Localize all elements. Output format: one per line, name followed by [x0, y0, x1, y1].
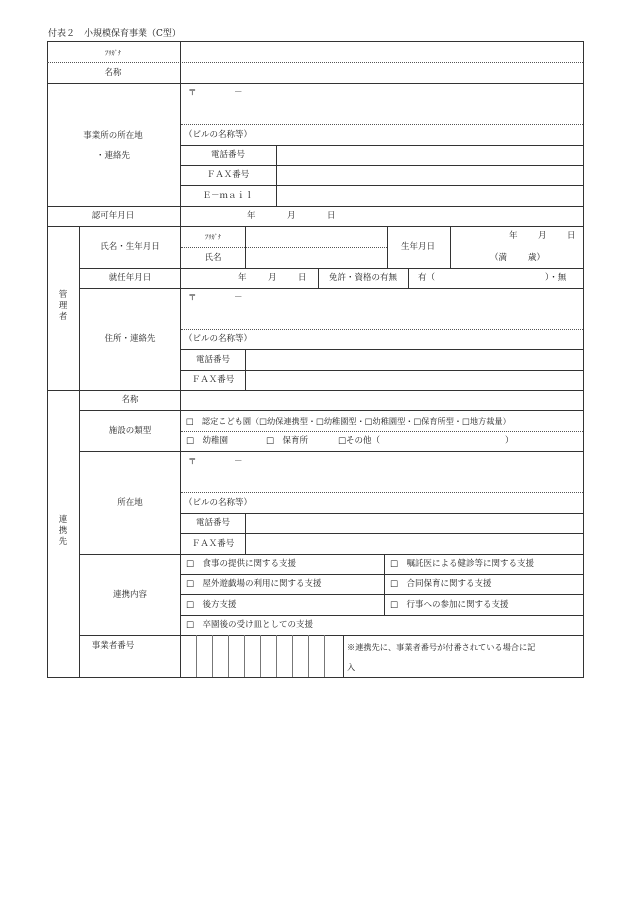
approval-date-label: 認可年月日 — [91, 211, 135, 221]
partner-fax-label: ＦＡＸ番号 — [191, 539, 235, 549]
manager-birth-date-label: 生年月日 — [400, 242, 436, 252]
coop-item[interactable]: □ 屋外遊戯場の利用に関する支援 — [186, 579, 322, 589]
phone-label: 電話番号 — [210, 150, 246, 160]
partner-name-label: 名称 — [121, 395, 139, 405]
office-address-field[interactable] — [181, 84, 583, 124]
coop-item[interactable]: □ 食事の提供に関する支援 — [186, 559, 297, 569]
coop-item[interactable]: □ 嘱託医による健診等に関する支援 — [390, 559, 535, 569]
license-no: ）・無 — [545, 273, 567, 283]
manager-name-field[interactable] — [246, 227, 387, 268]
contact-label: ・連絡先 — [95, 151, 131, 161]
age-close: 歳） — [528, 253, 546, 263]
manager-furigana-label: ﾌﾘｶﾞﾅ — [204, 233, 222, 241]
manager-section-label: 管理者 — [58, 290, 68, 322]
facility-type-kindergarten[interactable]: □ 幼稚園 — [186, 436, 229, 446]
birth-month: 月 — [538, 231, 547, 241]
fax-label: ＦＡＸ番号 — [206, 170, 250, 180]
office-address-label: 事業所の所在地 — [83, 131, 143, 141]
operator-number-note-line1: ※連携先に、事業者番号が付番されている場合に記 — [347, 642, 536, 652]
form-title: 付表２ 小規模保育事業（C型） — [48, 29, 181, 39]
partner-building-label: （ビルの名称等） — [184, 498, 253, 508]
partner-fax-field[interactable] — [246, 534, 583, 554]
partner-section-label: 連携先 — [58, 515, 68, 547]
name-label: 名称 — [104, 68, 122, 78]
operator-number-note-line2: 入 — [347, 662, 356, 672]
approval-month: 月 — [287, 211, 296, 221]
birth-year: 年 — [509, 231, 518, 241]
manager-fax-label: ＦＡＸ番号 — [191, 375, 235, 385]
manager-postal-dash: － — [234, 293, 243, 303]
facility-type-other[interactable]: □その他（ — [338, 436, 381, 446]
manager-phone-label: 電話番号 — [195, 355, 231, 365]
partner-address-field[interactable] — [181, 452, 583, 492]
manager-postal-mark: 〒 — [188, 293, 197, 303]
appointment-year: 年 — [238, 273, 247, 283]
partner-phone-label: 電話番号 — [195, 518, 231, 528]
facility-type-certified[interactable]: □ 認定こども園（□幼保連携型・□幼稚園型・□幼稚園型・□保育所型・□地方裁量） — [186, 416, 511, 426]
appointment-month: 月 — [268, 273, 277, 283]
fax-field[interactable] — [277, 166, 583, 185]
manager-fax-field[interactable] — [246, 371, 583, 390]
facility-type-label: 施設の類型 — [108, 426, 152, 436]
phone-field[interactable] — [277, 146, 583, 165]
partner-location-label: 所在地 — [117, 498, 143, 508]
manager-address-field[interactable] — [181, 289, 583, 329]
facility-type-nursery[interactable]: □ 保育所 — [266, 436, 309, 446]
name-field[interactable] — [181, 42, 583, 83]
partner-phone-field[interactable] — [246, 514, 583, 533]
partner-postal-mark: 〒 — [188, 457, 197, 467]
manager-phone-field[interactable] — [246, 350, 583, 370]
cooperation-label: 連携内容 — [112, 590, 148, 600]
age-open: （満 — [490, 253, 508, 263]
postal-mark: 〒 — [188, 88, 197, 98]
partner-postal-dash: － — [234, 457, 243, 467]
coop-item[interactable]: □ 卒園後の受け皿としての支援 — [186, 620, 314, 630]
email-label: Ｅ－ｍａｉｌ — [202, 191, 254, 201]
manager-name-label: 氏名 — [204, 253, 222, 263]
approval-day: 日 — [327, 211, 336, 221]
approval-year: 年 — [247, 211, 256, 221]
building-label: （ビルの名称等） — [184, 130, 253, 140]
license-yes: 有（ — [418, 273, 436, 283]
facility-type-other-close: ） — [505, 436, 514, 446]
operator-number-label: 事業者番号 — [91, 641, 135, 651]
appointment-date-label: 就任年月日 — [108, 273, 152, 283]
coop-item[interactable]: □ 後方支援 — [186, 600, 237, 610]
manager-address-label: 住所・連絡先 — [104, 334, 156, 344]
license-label: 免許・資格の有無 — [328, 273, 398, 283]
coop-item[interactable]: □ 行事への参加に関する支援 — [390, 600, 509, 610]
furigana-label: ﾌﾘｶﾞﾅ — [104, 49, 122, 57]
email-field[interactable] — [277, 186, 583, 206]
postal-dash: － — [234, 88, 243, 98]
manager-building-label: （ビルの名称等） — [184, 334, 253, 344]
appointment-day: 日 — [298, 273, 307, 283]
birth-day: 日 — [567, 231, 576, 241]
partner-name-field[interactable] — [181, 391, 583, 410]
manager-name-birth-label: 氏名・生年月日 — [100, 242, 160, 252]
operator-number-field[interactable] — [181, 636, 343, 677]
coop-item[interactable]: □ 合同保育に関する支援 — [390, 579, 492, 589]
